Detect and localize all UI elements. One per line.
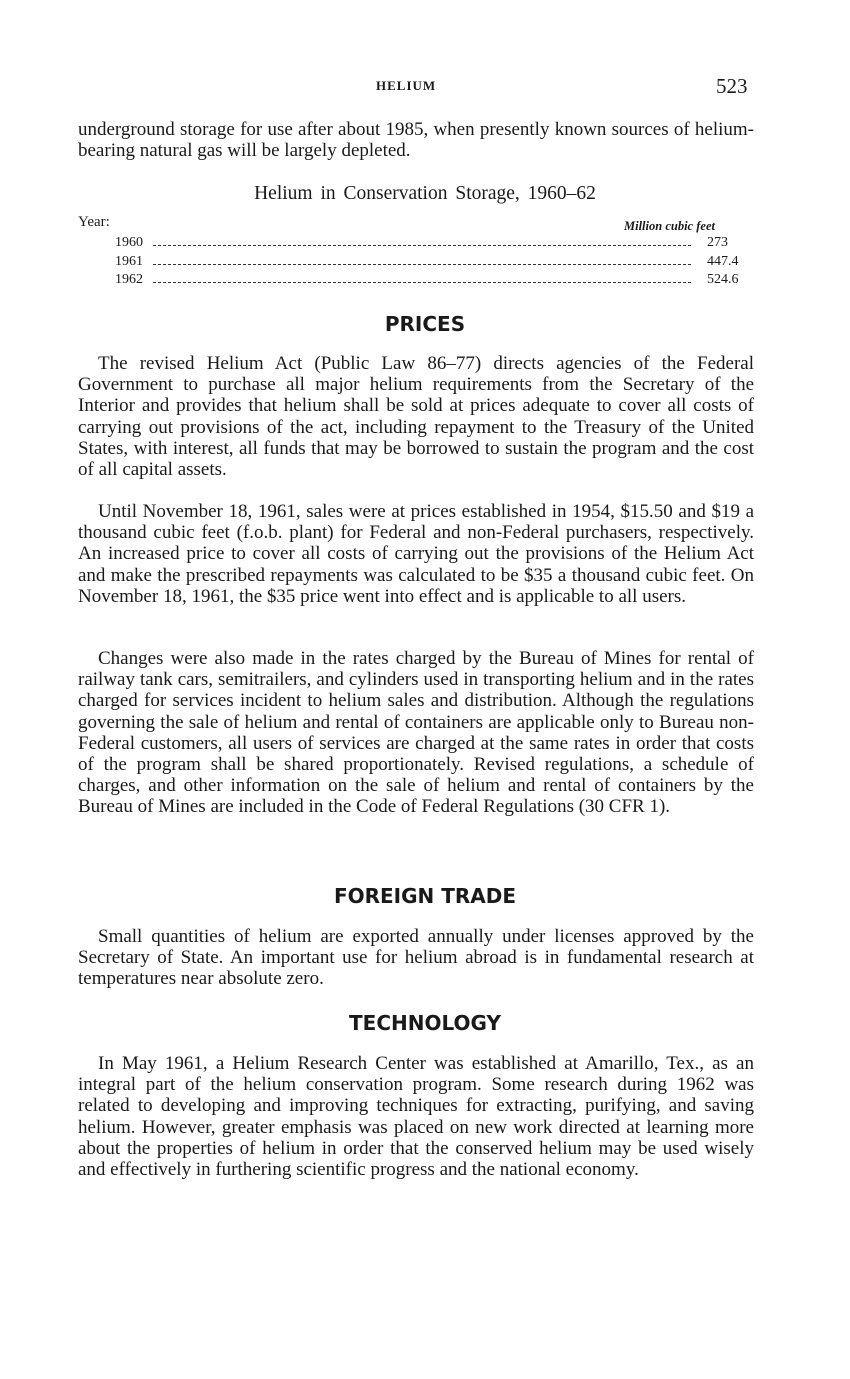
table-row-value: 447.4 — [707, 254, 739, 269]
page-number: 523 — [716, 74, 748, 98]
prices-paragraph-2: Until November 18, 1961, sales were at prices established in 1954, $15.50 and $19 a thousand cubic feet (f.o.b. plant) for Federal and non-Federal purchasers, respectively. An increased price to cover all costs of carrying out the provisions of the Helium Act and make the prescribed repayments was calculated to be $35 a thousand cubic feet. On November 18, 1961, the $35 price went into effect and is applicable to all users. — [78, 501, 754, 607]
table-row — [115, 254, 755, 272]
section-heading-prices: PRICES — [384, 312, 466, 336]
table-title: Helium in Conservation Storage, 1960–62 — [254, 183, 596, 204]
section-heading-foreign-trade: FOREIGN TRADE — [333, 884, 517, 908]
dot-leader — [153, 264, 691, 265]
table-row — [115, 235, 755, 253]
prices-paragraph-1: The revised Helium Act (Public Law 86–77) directs agencies of the Federal Government to purchase all major helium requirements from the Secretary of the Interior and provides that helium shall be sold at prices adequate to cover all costs of carrying out provisions of the act, including repayment to the Treasury of the United States, with interest, all funds that may be borrowed to sustain the program and the cost of all capital assets. — [78, 353, 754, 481]
table-row — [115, 272, 755, 290]
prices-paragraph-3: Changes were also made in the rates charged by the Bureau of Mines for rental of railway tank cars, semitrailers, and cylinders used in transporting helium and in the rates charged for services incident to helium sales and distribution. Although the regulations governing the sale of helium and rental of containers are applicable only to Bureau non-Federal customers, all users of services are charged at the same rates in order that costs of the program shall be shared proportionately. Revised regulations, a schedule of charges, and other information on the sale of helium and rental of containers by the Bureau of Mines are included in the Code of Federal Regulations (30 CFR 1). — [78, 648, 754, 818]
dot-leader — [153, 282, 691, 283]
table-year-header: Year: — [78, 214, 110, 230]
table-row-year: 1960 — [115, 235, 143, 250]
section-heading-technology: TECHNOLOGY — [349, 1011, 501, 1035]
table-row-year: 1962 — [115, 272, 143, 287]
table-unit-header: Million cubic feet — [624, 219, 715, 233]
table-row-year: 1961 — [115, 254, 143, 269]
table-row-value: 273 — [707, 235, 728, 250]
table-row-value: 524.6 — [707, 272, 739, 287]
technology-paragraph: In May 1961, a Helium Research Center was established at Amarillo, Tex., as an integral part of the helium conservation program. Some research during 1962 was related to developing and improving techniques for extracting, purifying, and saving helium. However, greater emphasis was placed on new work directed at learning more about the properties of helium in order that the conserved helium may be used wisely and effectively in furthering scientific progress and the national economy. — [78, 1053, 754, 1181]
running-head: HELIUM — [376, 78, 437, 93]
foreign-trade-paragraph: Small quantities of helium are exported annually under licenses approved by the Secretary of State. An important use for helium abroad is in fundamental research at temperatures near absolute zero. — [78, 926, 754, 990]
intro-paragraph: underground storage for use after about 1985, when presently known sources of helium-bearing natural gas will be largely depleted. — [78, 119, 754, 162]
dot-leader — [153, 245, 691, 246]
